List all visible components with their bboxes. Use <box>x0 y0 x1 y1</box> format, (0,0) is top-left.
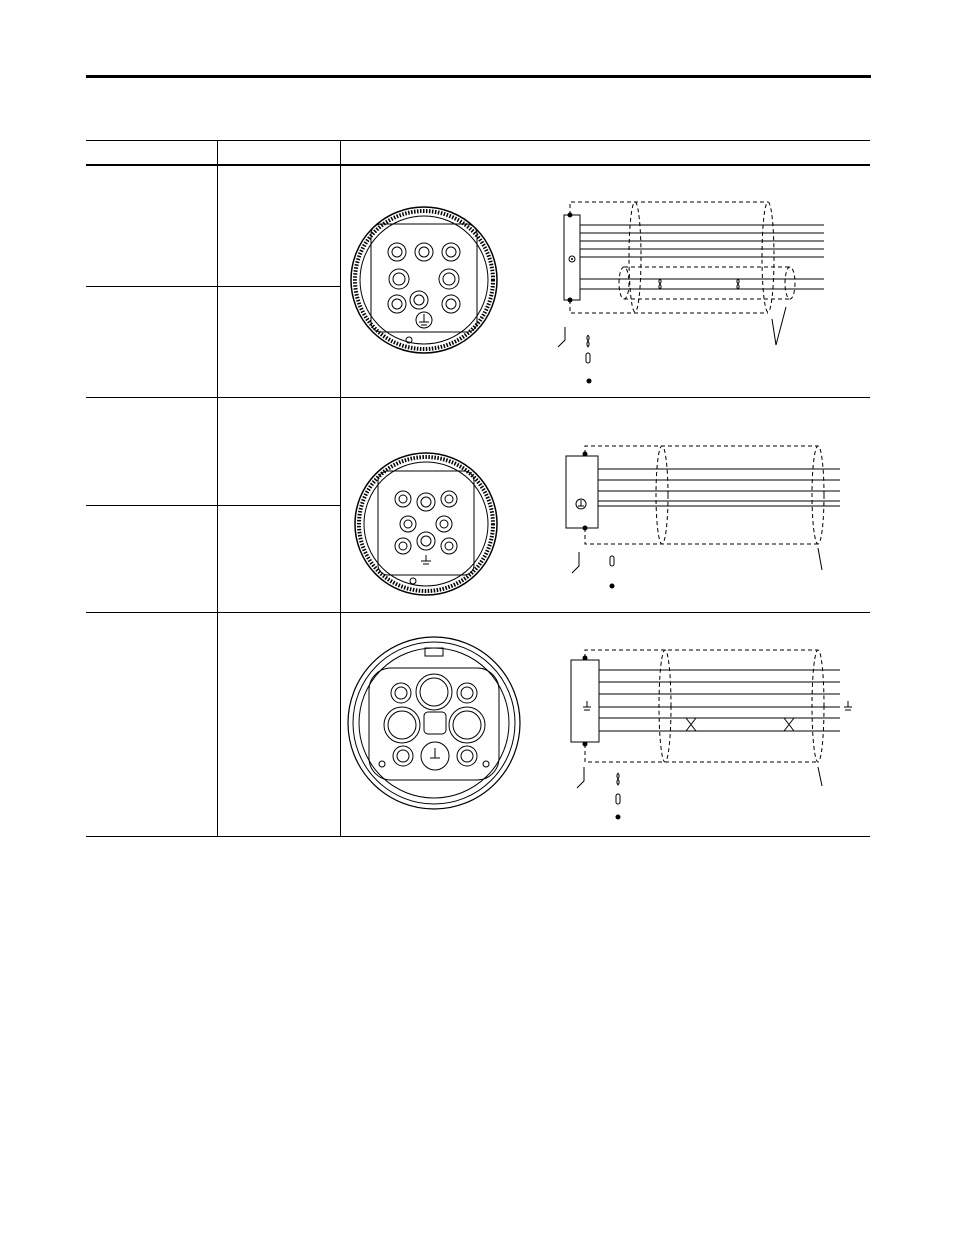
connector-face-2 <box>353 449 499 597</box>
wiring-diagram-1 <box>550 195 840 395</box>
col2-divider <box>340 140 341 837</box>
wiring-diagram-3 <box>565 645 860 825</box>
row1-split-rule <box>86 286 340 287</box>
row2-split-rule <box>86 505 340 506</box>
row2-bottom-rule <box>86 612 870 613</box>
page-top-rule <box>86 75 871 78</box>
col1-divider <box>217 140 218 837</box>
header-bottom-rule <box>86 164 870 166</box>
wiring-diagram-2 <box>560 440 845 600</box>
connector-face-1 <box>349 204 499 356</box>
table-top-rule <box>86 140 870 141</box>
connector-face-3 <box>347 634 522 812</box>
table-bottom-rule <box>86 836 870 837</box>
row1-bottom-rule <box>86 397 870 398</box>
